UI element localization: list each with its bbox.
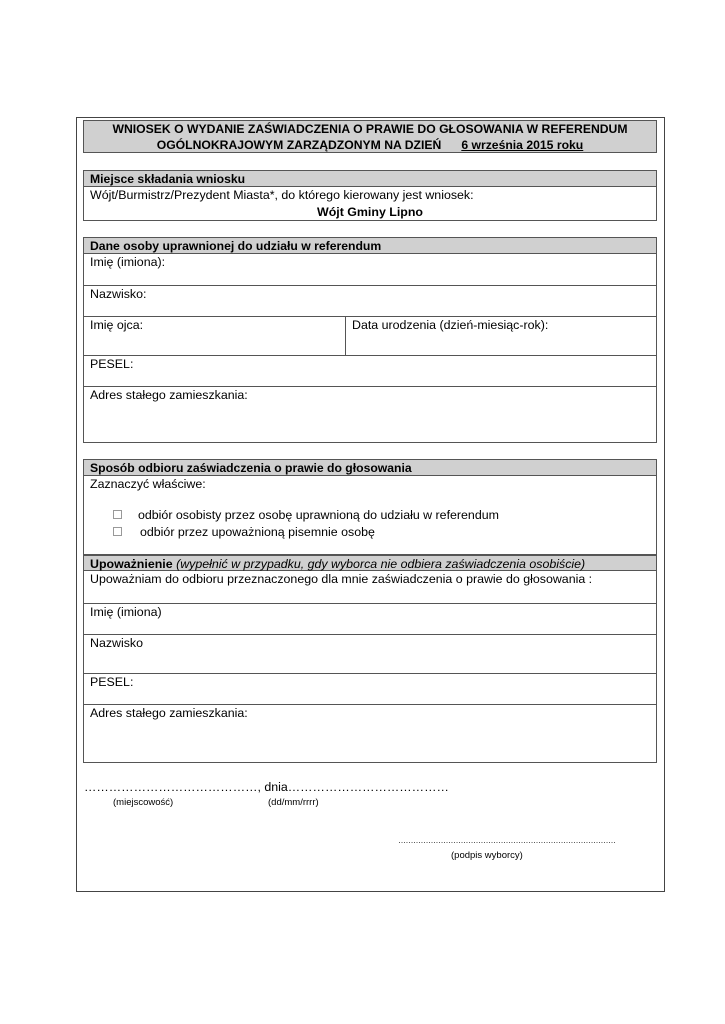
signature-line[interactable]: …………………………………………………………………………… (398, 836, 616, 845)
title-line-1: WNIOSEK O WYDANIE ZAŚWIADCZENIA O PRAWIE DO GŁOSOWANIA W REFERENDUM (112, 122, 628, 136)
delivery-method-header: Sposób odbioru zaświadczenia o prawie do głosowania (84, 460, 656, 476)
place-date-line[interactable]: ……………………………………, dnia………………………………… (84, 780, 449, 794)
delivery-instruction: Zaznaczyć właściwe: (90, 477, 206, 491)
address-field[interactable] (84, 387, 656, 442)
voter-data-header: Dane osoby uprawnionej do udziału w referendum (84, 238, 656, 254)
title-line-2-text: OGÓLNOKRAJOWYM ZARZĄDZONYM NA DZIEŃ (156, 138, 442, 152)
first-name-field[interactable] (84, 254, 656, 286)
form-title (83, 120, 657, 153)
auth-address-label: Adres stałego zamieszkania: (90, 706, 248, 720)
title-line-2 (84, 137, 656, 153)
birth-date-field[interactable] (346, 317, 656, 355)
last-name-label: Nazwisko: (90, 287, 147, 301)
option-personal-label: odbiór osobisty przez osobę uprawnioną do udziału w referendum (138, 508, 499, 522)
pesel-label: PESEL: (90, 357, 134, 371)
voter-data-section (83, 237, 657, 443)
date-caption: (dd/mm/rrrr) (268, 797, 319, 808)
last-name-field[interactable] (84, 286, 656, 317)
address-label: Adres stałego zamieszkania: (90, 388, 248, 402)
submission-place-section (83, 170, 657, 221)
signature-caption: (podpis wyborcy) (451, 850, 523, 861)
first-name-label: Imię (imiona): (90, 255, 166, 269)
authorization-header-bold: Upoważnienie (90, 557, 173, 571)
authorization-text: Upoważniam do odbioru przeznaczonego dla mnie zaświadczenia o prawie do głosowania : (90, 572, 593, 586)
checkbox-authorized[interactable] (113, 527, 122, 536)
father-birth-row (84, 317, 656, 356)
authorization-header (84, 555, 656, 571)
authorization-section (83, 555, 657, 763)
option-personal[interactable] (84, 507, 656, 524)
authorization-header-note: (wypełnić w przypadku, gdy wyborca nie odbiera zaświadczenia osobiście) (176, 557, 586, 571)
auth-first-name-field[interactable] (84, 604, 656, 635)
auth-last-name-label: Nazwisko (90, 636, 144, 650)
delivery-method-section (83, 459, 657, 555)
pesel-field[interactable] (84, 356, 656, 387)
submission-place-text: Wójt/Burmistrz/Prezydent Miasta*, do którego kierowany jest wniosek: (90, 188, 474, 202)
auth-address-field[interactable] (84, 705, 656, 762)
birth-date-label: Data urodzenia (dzień-miesiąc-rok): (352, 318, 549, 332)
checkbox-personal[interactable] (113, 510, 122, 519)
place-caption: (miejscowość) (113, 797, 174, 808)
auth-pesel-field[interactable] (84, 674, 656, 705)
option-authorized[interactable] (84, 524, 656, 541)
submission-place-header: Miejsce składania wniosku (84, 171, 656, 187)
father-name-field[interactable] (84, 317, 346, 355)
submission-place-value[interactable]: Wójt Gminy Lipno (317, 205, 423, 219)
option-authorized-label: odbiór przez upoważnioną pisemnie osobę (140, 525, 375, 539)
authorization-text-row (84, 571, 656, 604)
referendum-date: 6 września 2015 roku (461, 138, 584, 152)
father-name-label: Imię ojca: (90, 318, 144, 332)
auth-pesel-label: PESEL: (90, 675, 134, 689)
auth-first-name-label: Imię (imiona) (90, 605, 162, 619)
auth-last-name-field[interactable] (84, 635, 656, 674)
